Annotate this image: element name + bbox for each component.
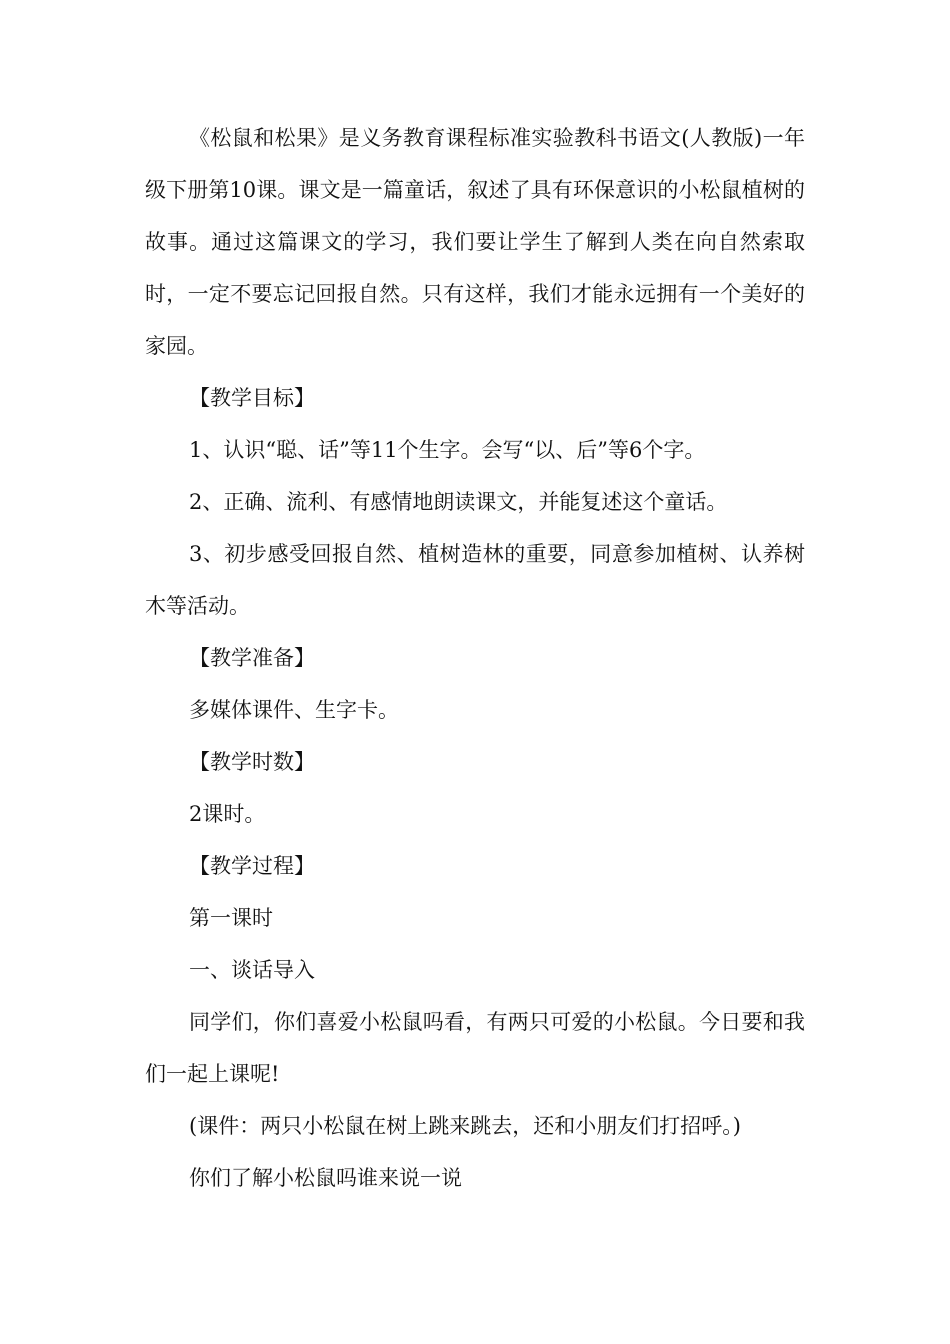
step-heading: 一、谈话导入 [189, 958, 315, 982]
section-heading-preparation: 【教学准备】 [189, 646, 315, 670]
section-heading-hours: 【教学时数】 [189, 750, 315, 774]
document-body [145, 112, 805, 1204]
courseware-note: (课件：两只小松鼠在树上跳来跳去，还和小朋友们打招呼。) [189, 1114, 741, 1138]
question-text: 你们了解小松鼠吗谁来说一说 [189, 1166, 462, 1190]
section-heading-process: 【教学过程】 [189, 854, 315, 878]
preparation-text: 多媒体课件、生字卡。 [189, 698, 399, 722]
goal-item-3: 3、初步感受回报自然、植树造林的重要，同意参加植树、认养树木等活动。 [145, 542, 805, 618]
lesson-label: 第一课时 [189, 906, 273, 930]
section-heading-goals: 【教学目标】 [189, 386, 315, 410]
goal-item-2: 2、正确、流利、有感情地朗读课文，并能复述这个童话。 [189, 490, 728, 514]
intro-paragraph: 《松鼠和松果》是义务教育课程标准实验教科书语文(人教版)一年级下册第10课。课文是一篇童话，叙述了具有环保意识的小松鼠植树的故事。通过这篇课文的学习，我们要让学生了解到人类在向自然索取时，一定不要忘记回报自然。只有这样，我们才能永远拥有一个美好的家园。 [145, 126, 805, 358]
hours-text: 2课时。 [189, 802, 266, 826]
goal-item-1: 1、认识“聪、话”等11个生字。会写“以、后”等6个字。 [189, 438, 706, 462]
intro-dialogue: 同学们，你们喜爱小松鼠吗看，有两只可爱的小松鼠。今日要和我们一起上课呢! [145, 1010, 805, 1086]
